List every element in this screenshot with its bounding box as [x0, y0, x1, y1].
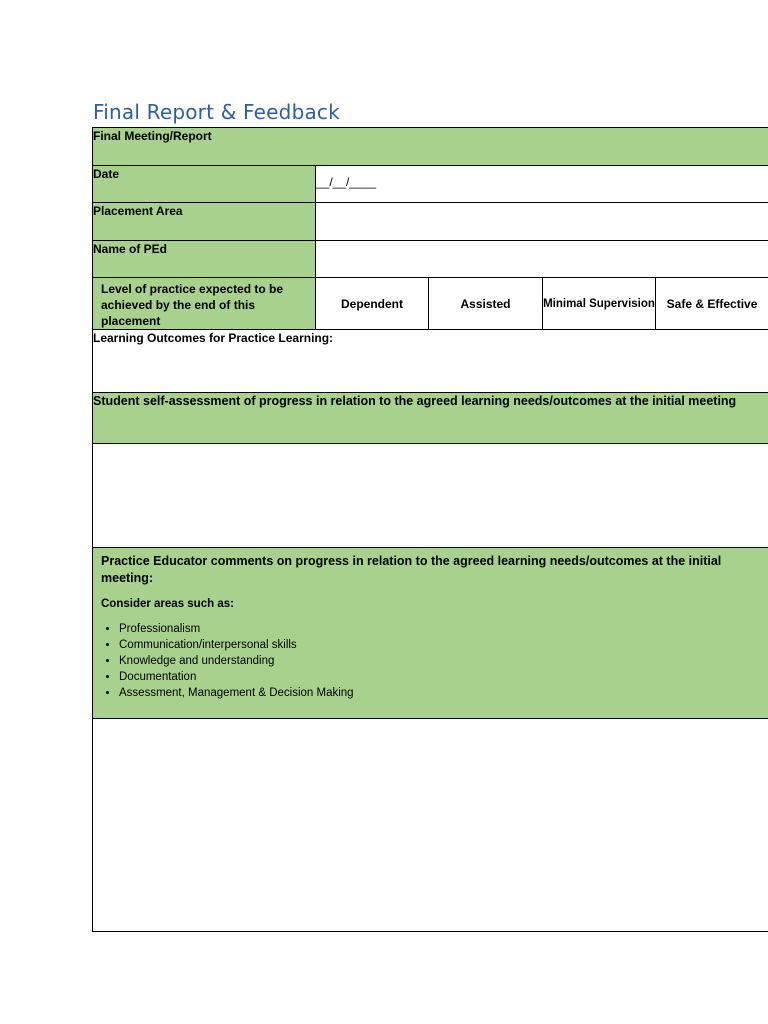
- page-title: Final Report & Feedback: [93, 100, 340, 124]
- name-ped-label: Name of PEd: [93, 242, 168, 256]
- final-meeting-header: [93, 128, 768, 166]
- row-self-assessment-body: [93, 444, 768, 548]
- final-meeting-label: Final Meeting/Report: [93, 129, 212, 143]
- level-option-label: Dependent: [340, 296, 403, 311]
- level-label: Level of practice expected to be achieved by the end of this placement: [101, 282, 284, 328]
- self-assessment-header: [93, 393, 768, 444]
- placement-area-label-cell: [93, 203, 316, 241]
- learning-outcomes-label: Learning Outcomes for Practice Learning:: [93, 331, 334, 345]
- educator-comments-label: Practice Educator comments on progress in relation to the agreed learning needs/outcomes at the initial meeting:: [101, 554, 722, 585]
- self-assessment-field[interactable]: [93, 444, 768, 548]
- final-report-table: [92, 127, 768, 932]
- placement-area-field[interactable]: [316, 203, 768, 241]
- level-label-cell: [93, 278, 316, 330]
- level-option-minimal-supervision[interactable]: [543, 278, 656, 330]
- date-value: __/__/____: [316, 175, 377, 189]
- date-label-cell: [93, 166, 316, 203]
- row-level-of-practice: [93, 278, 768, 330]
- self-assessment-label: Student self-assessment of progress in relation to the agreed learning needs/outcomes at the initial meeting: [93, 394, 737, 408]
- date-field[interactable]: [316, 166, 768, 203]
- level-option-label: Minimal Supervision: [543, 297, 655, 310]
- row-date: [93, 166, 768, 203]
- educator-comments-field[interactable]: [93, 719, 768, 932]
- row-educator-comments-header: [93, 548, 768, 719]
- consider-list: [101, 621, 760, 701]
- level-option-dependent[interactable]: [316, 278, 429, 330]
- row-educator-comments-body: [93, 719, 768, 932]
- level-option-assisted[interactable]: [429, 278, 543, 330]
- name-ped-field[interactable]: [316, 241, 768, 278]
- list-item: • Communication/interpersonal skills: [119, 637, 760, 653]
- list-item: • Professionalism: [119, 621, 760, 637]
- name-ped-label-cell: [93, 241, 316, 278]
- consider-label: Consider areas such as:: [101, 598, 234, 610]
- row-self-assessment-header: [93, 393, 768, 444]
- list-item: • Assessment, Management & Decision Making: [119, 685, 760, 701]
- level-option-label: Assisted: [460, 296, 511, 311]
- placement-area-label: Placement Area: [93, 204, 183, 218]
- learning-outcomes-cell[interactable]: [93, 330, 768, 393]
- list-item: • Documentation: [119, 669, 760, 685]
- date-label: Date: [93, 167, 120, 181]
- row-learning-outcomes: [93, 330, 768, 393]
- level-option-label: Safe & Effective: [666, 296, 758, 311]
- list-item: • Knowledge and understanding: [119, 653, 760, 669]
- educator-comments-header: [93, 548, 768, 719]
- row-placement-area: [93, 203, 768, 241]
- row-name-ped: [93, 241, 768, 278]
- row-final-meeting: [93, 128, 768, 166]
- level-option-safe-effective[interactable]: [656, 278, 768, 330]
